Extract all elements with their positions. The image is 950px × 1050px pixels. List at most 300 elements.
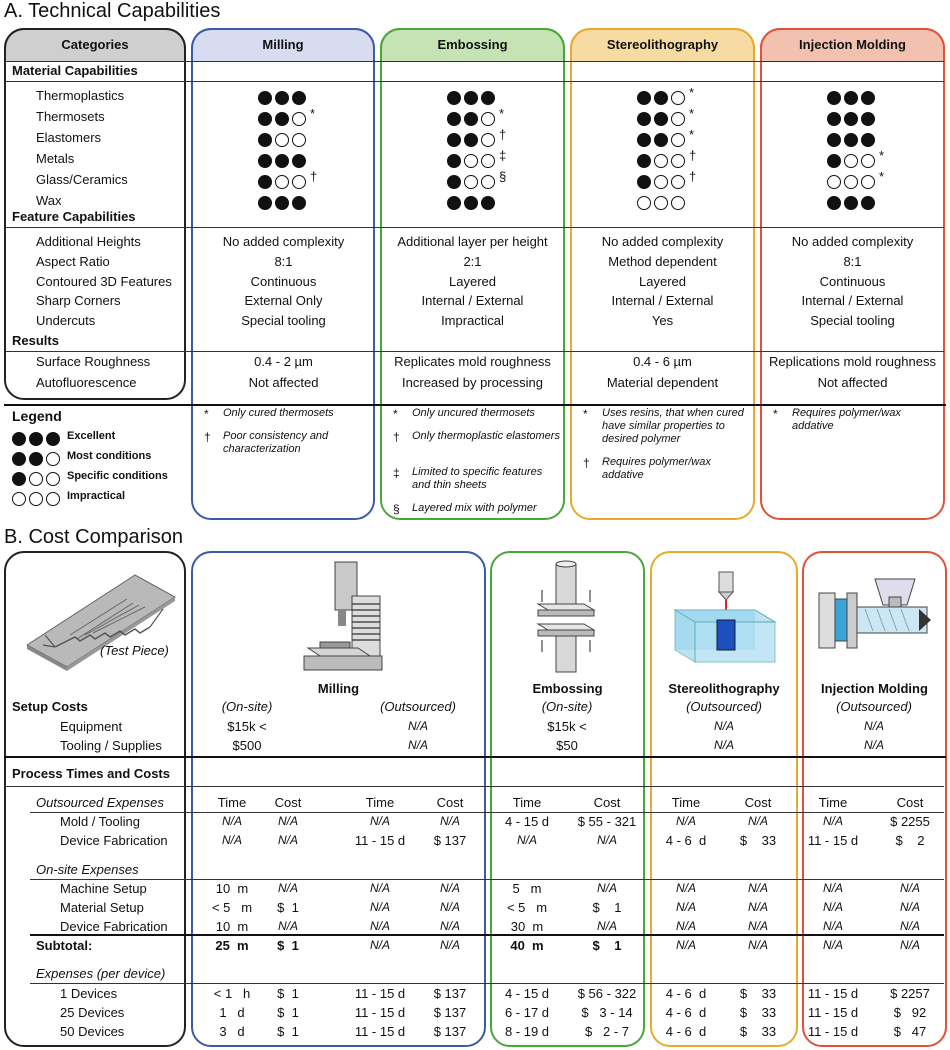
cell-value: 11 - 15 d — [354, 833, 406, 848]
cell-value: N/A — [277, 814, 298, 828]
footnote-text: Only thermoplastic elastomers — [412, 430, 560, 442]
cell-value: $ 137 — [433, 986, 467, 1001]
filled-dot-icon — [292, 196, 306, 210]
filled-dot-icon — [292, 154, 306, 168]
footnote-mark: ‡ — [499, 148, 507, 163]
footnote-text: Poor consistency and characterization — [223, 430, 329, 455]
feature-value-embossing: Layered — [449, 273, 496, 289]
cell-value: N/A — [747, 938, 768, 952]
footnote-symbol: * — [204, 407, 209, 421]
tooling-value: $500 — [232, 738, 262, 753]
feature-value-injection: 8:1 — [843, 253, 862, 269]
empty-dot-icon — [671, 154, 685, 168]
filled-dot-icon — [275, 154, 289, 168]
divider — [6, 227, 944, 228]
tooling-value: N/A — [407, 738, 428, 752]
feature-value-embossing: Additional layer per height — [397, 234, 548, 249]
feature-row-label: Additional Heights — [36, 234, 141, 249]
row-label: Device Fabrication — [60, 919, 168, 934]
filled-dot-icon — [827, 133, 841, 147]
cell-value: 10 m — [215, 881, 249, 896]
divider — [30, 879, 944, 880]
feature-row-label: Contoured 3D Features — [36, 273, 172, 289]
cell-value: N/A — [369, 900, 390, 914]
footnote-mark: * — [499, 106, 505, 121]
footnote-text: Requires polymer/wax addative — [792, 407, 901, 432]
feature-value-milling: 8:1 — [274, 253, 293, 269]
empty-dot-icon — [671, 133, 685, 147]
cell-value: $ 2257 — [890, 986, 930, 1001]
cell-value: 11 - 15 d — [807, 1005, 859, 1020]
filled-dot-icon — [861, 91, 875, 105]
cell-value: N/A — [516, 833, 537, 847]
section-a-title: A. Technical Capabilities — [4, 0, 221, 22]
cell-value: 11 - 15 d — [354, 986, 406, 1001]
stereo-title: Stereolithography — [668, 681, 780, 696]
row-label: Material Setup — [60, 900, 144, 915]
milling-header: Milling — [191, 28, 375, 62]
footnote-mark: † — [499, 127, 507, 142]
equipment-value: N/A — [863, 719, 884, 733]
legend-divider — [4, 404, 946, 406]
filled-dot-icon — [844, 196, 858, 210]
footnote-mark: † — [689, 148, 697, 163]
filled-dot-icon — [637, 154, 651, 168]
filled-dot-icon — [654, 133, 668, 147]
footnote-text: Limited to specific features and thin sheets — [412, 466, 543, 491]
cell-value: $ 2255 — [890, 814, 930, 829]
results-value-milling: Not affected — [248, 375, 319, 390]
cost-header: Cost — [744, 795, 772, 810]
material-row-label: Metals — [36, 151, 75, 166]
feature-value-embossing: Internal / External — [421, 293, 524, 309]
footnote-text: Layered mix with polymer — [412, 502, 537, 514]
legend-dots — [12, 470, 63, 488]
divider — [30, 983, 944, 984]
setup-mode: (Outsourced) — [686, 699, 762, 714]
results-value-embossing: Increased by processing — [402, 375, 543, 390]
filled-dot-icon — [637, 133, 651, 147]
empty-dot-icon — [844, 175, 858, 189]
filled-dot-icon — [258, 154, 272, 168]
cell-value: $ 55 - 321 — [577, 814, 637, 829]
tooling-value: N/A — [863, 738, 884, 752]
feature-value-injection: Internal / External — [801, 293, 904, 309]
cell-value: 11 - 15 d — [807, 986, 859, 1001]
empty-dot-icon — [481, 175, 495, 189]
cell-value: $ 33 — [739, 986, 777, 1001]
rating-stereo — [637, 106, 695, 128]
cell-value: N/A — [899, 919, 920, 933]
time-header: Time — [671, 795, 701, 810]
injection-header: Injection Molding — [760, 28, 945, 62]
cell-value: $ 33 — [739, 1024, 777, 1039]
cell-value: N/A — [747, 900, 768, 914]
filled-dot-icon — [844, 133, 858, 147]
cell-value: N/A — [369, 881, 390, 895]
footnote-symbol: * — [583, 407, 588, 421]
material-row-label: Elastomers — [36, 130, 102, 145]
rating-milling — [258, 89, 309, 107]
filled-dot-icon — [654, 112, 668, 126]
cell-value: $ 2 — [895, 833, 925, 848]
empty-dot-icon — [654, 175, 668, 189]
filled-dot-icon — [447, 175, 461, 189]
cell-value: $ 1 — [277, 1005, 299, 1020]
filled-dot-icon — [464, 91, 478, 105]
cell-value: N/A — [822, 881, 843, 895]
material-row-label: Thermosets — [36, 109, 105, 124]
filled-dot-icon — [844, 112, 858, 126]
rating-injection — [827, 110, 878, 128]
cell-value: 5 m — [512, 881, 542, 896]
empty-dot-icon — [464, 154, 478, 168]
empty-dot-icon — [275, 175, 289, 189]
feature-value-milling: Continuous — [250, 273, 317, 289]
empty-dot-icon — [481, 112, 495, 126]
cell-value: 25 m — [215, 938, 249, 953]
section-b-title: B. Cost Comparison — [4, 526, 183, 548]
filled-dot-icon — [827, 196, 841, 210]
row-label: 1 Devices — [60, 986, 118, 1001]
material-heading: Material Capabilities — [12, 63, 138, 78]
cell-value: N/A — [899, 881, 920, 895]
empty-dot-icon — [275, 133, 289, 147]
cell-value: 6 - 17 d — [504, 1005, 550, 1020]
footnote-mark: † — [310, 169, 318, 184]
cell-value: N/A — [675, 881, 696, 895]
cell-value: N/A — [369, 938, 390, 952]
cell-value: N/A — [747, 919, 768, 933]
results-value-milling: 0.4 - 2 µm — [254, 354, 313, 369]
cell-value: N/A — [439, 919, 460, 933]
cell-value: 11 - 15 d — [354, 1024, 406, 1039]
cell-value: $ 1 — [277, 986, 299, 1001]
empty-dot-icon — [29, 492, 43, 506]
cell-value: 11 - 15 d — [807, 1024, 859, 1039]
legend-label: Excellent — [67, 430, 116, 442]
rating-milling — [258, 106, 316, 128]
divider — [6, 786, 944, 787]
footnote-symbol: † — [583, 456, 590, 470]
equipment-value: $15k < — [547, 719, 587, 734]
cell-value: N/A — [899, 938, 920, 952]
cell-value: N/A — [439, 881, 460, 895]
filled-dot-icon — [258, 196, 272, 210]
time-header: Time — [217, 795, 247, 810]
feature-value-stereo: Internal / External — [611, 293, 714, 309]
filled-dot-icon — [12, 452, 26, 466]
setup-mode: (Outsourced) — [380, 699, 456, 714]
divider — [6, 61, 944, 62]
setup-mode: (On-site) — [541, 699, 593, 714]
results-row-label: Surface Roughness — [36, 354, 151, 369]
cell-value: 4 - 15 d — [504, 814, 550, 829]
rating-injection — [827, 148, 885, 170]
empty-dot-icon — [654, 196, 668, 210]
rating-milling — [258, 169, 318, 191]
rating-embossing — [447, 106, 505, 128]
filled-dot-icon — [29, 432, 43, 446]
cell-value: N/A — [439, 938, 460, 952]
feature-value-stereo: Layered — [639, 273, 686, 289]
feature-value-stereo: Method dependent — [608, 253, 717, 269]
row-label: 25 Devices — [60, 1005, 125, 1020]
rating-injection — [827, 169, 885, 191]
perdevice-heading: Expenses (per device) — [36, 966, 166, 981]
empty-dot-icon — [29, 472, 43, 486]
legend-label: Impractical — [67, 490, 126, 502]
footnote-mark: § — [499, 169, 507, 184]
footnote-mark: * — [689, 106, 695, 121]
empty-dot-icon — [46, 452, 60, 466]
empty-dot-icon — [861, 154, 875, 168]
footnote-text: Only uncured thermosets — [412, 407, 535, 419]
empty-dot-icon — [671, 91, 685, 105]
rating-embossing — [447, 194, 498, 212]
empty-dot-icon — [12, 492, 26, 506]
cell-value: $ 33 — [739, 833, 777, 848]
filled-dot-icon — [258, 91, 272, 105]
results-row-label: Autofluorescence — [36, 375, 137, 390]
filled-dot-icon — [275, 112, 289, 126]
rating-stereo — [637, 194, 688, 212]
feature-value-embossing: 2:1 — [463, 253, 482, 269]
feature-row-label: Sharp Corners — [36, 293, 121, 309]
material-row-label: Thermoplastics — [36, 88, 125, 103]
cell-value: $ 137 — [433, 833, 467, 848]
rating-milling — [258, 152, 309, 170]
feature-value-milling: External Only — [244, 293, 323, 309]
cell-value: 4 - 6 d — [665, 986, 707, 1001]
feature-value-injection: Special tooling — [810, 313, 895, 329]
filled-dot-icon — [827, 91, 841, 105]
cell-value: N/A — [747, 814, 768, 828]
material-row-label: Glass/Ceramics — [36, 172, 128, 187]
footnote-mark: † — [689, 169, 697, 184]
filled-dot-icon — [292, 91, 306, 105]
cost-header: Cost — [593, 795, 621, 810]
injection-molding-icon — [815, 575, 940, 665]
row-label: Mold / Tooling — [60, 814, 140, 829]
empty-dot-icon — [46, 492, 60, 506]
results-value-embossing: Replicates mold roughness — [394, 354, 551, 369]
legend-label: Most conditions — [67, 450, 152, 462]
feature-value-stereo: No added complexity — [601, 234, 724, 249]
cell-value: N/A — [822, 938, 843, 952]
cell-value: $ 1 — [277, 900, 299, 915]
footnote-symbol: † — [204, 430, 211, 444]
rating-stereo — [637, 169, 697, 191]
feature-row-label: Undercuts — [36, 313, 96, 329]
filled-dot-icon — [447, 196, 461, 210]
cost-header: Cost — [896, 795, 924, 810]
empty-dot-icon — [481, 133, 495, 147]
empty-dot-icon — [292, 175, 306, 189]
cell-value: 4 - 15 d — [504, 986, 550, 1001]
equipment-value: N/A — [407, 719, 428, 733]
tooling-label: Tooling / Supplies — [60, 738, 162, 753]
cell-value: N/A — [675, 938, 696, 952]
empty-dot-icon — [844, 154, 858, 168]
cell-value: < 5 m — [506, 900, 548, 915]
filled-dot-icon — [861, 196, 875, 210]
legend-dots — [12, 430, 63, 448]
empty-dot-icon — [464, 175, 478, 189]
feature-row-label: Aspect Ratio — [36, 253, 110, 269]
cost-header: Cost — [274, 795, 302, 810]
cell-value: $ 92 — [893, 1005, 927, 1020]
setup-mode: (Outsourced) — [836, 699, 912, 714]
cell-value: $ 2 - 7 — [584, 1024, 630, 1039]
milling-title: Milling — [317, 681, 360, 696]
cell-value: 1 d — [219, 1005, 245, 1020]
stereolithography-icon — [665, 570, 785, 675]
results-heading: Results — [12, 333, 59, 348]
filled-dot-icon — [258, 175, 272, 189]
results-value-stereo: 0.4 - 6 µm — [633, 354, 692, 369]
cell-value: $ 47 — [893, 1024, 927, 1039]
process-divider — [4, 756, 946, 758]
divider — [30, 812, 944, 813]
rating-milling — [258, 131, 309, 149]
cell-value: N/A — [369, 919, 390, 933]
feature-value-embossing: Impractical — [441, 313, 504, 329]
empty-dot-icon — [827, 175, 841, 189]
filled-dot-icon — [637, 112, 651, 126]
cell-value: $ 1 — [592, 900, 622, 915]
rating-injection — [827, 89, 878, 107]
legend-title: Legend — [12, 408, 62, 424]
footnote-symbol: * — [393, 407, 398, 421]
cell-value: 4 - 6 d — [665, 833, 707, 848]
feature-value-milling: No added complexity — [222, 234, 345, 249]
setup-mode: (On-site) — [221, 699, 273, 714]
row-label: Subtotal: — [36, 938, 93, 953]
cell-value: 11 - 15 d — [354, 1005, 406, 1020]
filled-dot-icon — [447, 91, 461, 105]
footnote-symbol: § — [393, 502, 400, 516]
divider — [6, 81, 944, 82]
filled-dot-icon — [275, 196, 289, 210]
footnote-symbol: † — [393, 430, 400, 444]
cost-header: Cost — [436, 795, 464, 810]
cell-value: N/A — [221, 814, 242, 828]
filled-dot-icon — [447, 133, 461, 147]
footnote-mark: * — [879, 148, 885, 163]
stereo-header: Stereolithography — [570, 28, 755, 62]
cell-value: N/A — [747, 881, 768, 895]
filled-dot-icon — [12, 432, 26, 446]
cell-value: N/A — [596, 833, 617, 847]
feature-value-stereo: Yes — [651, 313, 674, 329]
empty-dot-icon — [46, 472, 60, 486]
filled-dot-icon — [861, 112, 875, 126]
filled-dot-icon — [447, 154, 461, 168]
feature-heading: Feature Capabilities — [12, 209, 136, 224]
empty-dot-icon — [671, 112, 685, 126]
feature-value-injection: Continuous — [819, 273, 886, 289]
filled-dot-icon — [258, 133, 272, 147]
cell-value: N/A — [277, 833, 298, 847]
cell-value: N/A — [822, 919, 843, 933]
row-label: Device Fabrication — [60, 833, 168, 848]
footnote-symbol: * — [773, 407, 778, 421]
rating-stereo — [637, 85, 695, 107]
cell-value: $ 3 - 14 — [581, 1005, 633, 1020]
filled-dot-icon — [258, 112, 272, 126]
cell-value: N/A — [369, 814, 390, 828]
equipment-value: $15k < — [227, 719, 267, 734]
footnote-text: Uses resins, that when cured have similar properties to desired polymer — [602, 407, 744, 445]
filled-dot-icon — [12, 472, 26, 486]
empty-dot-icon — [671, 196, 685, 210]
setup-heading: Setup Costs — [12, 699, 88, 714]
cell-value: N/A — [822, 900, 843, 914]
footnote-mark: * — [879, 169, 885, 184]
cell-value: N/A — [596, 881, 617, 895]
filled-dot-icon — [464, 196, 478, 210]
legend-label: Specific conditions — [67, 470, 168, 482]
results-value-stereo: Material dependent — [606, 375, 719, 390]
cell-value: 11 - 15 d — [807, 833, 859, 848]
material-row-label: Wax — [36, 193, 62, 208]
rating-embossing — [447, 127, 507, 149]
footnote-mark: * — [310, 106, 316, 121]
rating-embossing — [447, 169, 507, 191]
cell-value: $ 1 — [277, 1024, 299, 1039]
filled-dot-icon — [654, 91, 668, 105]
empty-dot-icon — [671, 175, 685, 189]
rating-embossing — [447, 89, 498, 107]
embossing-title: Embossing — [532, 681, 603, 696]
test-piece-image — [15, 565, 180, 675]
cell-value: N/A — [277, 919, 298, 933]
empty-dot-icon — [292, 112, 306, 126]
filled-dot-icon — [447, 112, 461, 126]
cell-value: $ 56 - 322 — [577, 986, 637, 1001]
cell-value: N/A — [675, 814, 696, 828]
injection-title: Injection Molding — [821, 681, 928, 696]
time-header: Time — [365, 795, 395, 810]
filled-dot-icon — [481, 91, 495, 105]
rating-injection — [827, 194, 878, 212]
equipment-value: N/A — [713, 719, 734, 733]
cell-value: $ 137 — [433, 1005, 467, 1020]
embossing-header: Embossing — [380, 28, 565, 62]
legend-dots — [12, 450, 63, 468]
results-value-injection: Replications mold roughness — [769, 354, 936, 369]
cell-value: 8 - 19 d — [504, 1024, 550, 1039]
empty-dot-icon — [292, 133, 306, 147]
cell-value: 10 m — [215, 919, 249, 934]
outsourced-heading: Outsourced Expenses — [36, 795, 164, 810]
cell-value: 4 - 6 d — [665, 1024, 707, 1039]
cell-value: $ 1 — [592, 938, 622, 953]
cell-value: N/A — [277, 881, 298, 895]
filled-dot-icon — [46, 432, 60, 446]
cell-value: N/A — [596, 919, 617, 933]
process-heading: Process Times and Costs — [12, 766, 170, 781]
footnote-text: Only cured thermosets — [223, 407, 334, 419]
cell-value: 3 d — [219, 1024, 245, 1039]
cell-value: < 5 m — [211, 900, 253, 915]
cell-value: $ 33 — [739, 1005, 777, 1020]
footnote-mark: * — [689, 127, 695, 142]
rating-embossing — [447, 148, 507, 170]
filled-dot-icon — [637, 91, 651, 105]
cell-value: N/A — [899, 900, 920, 914]
